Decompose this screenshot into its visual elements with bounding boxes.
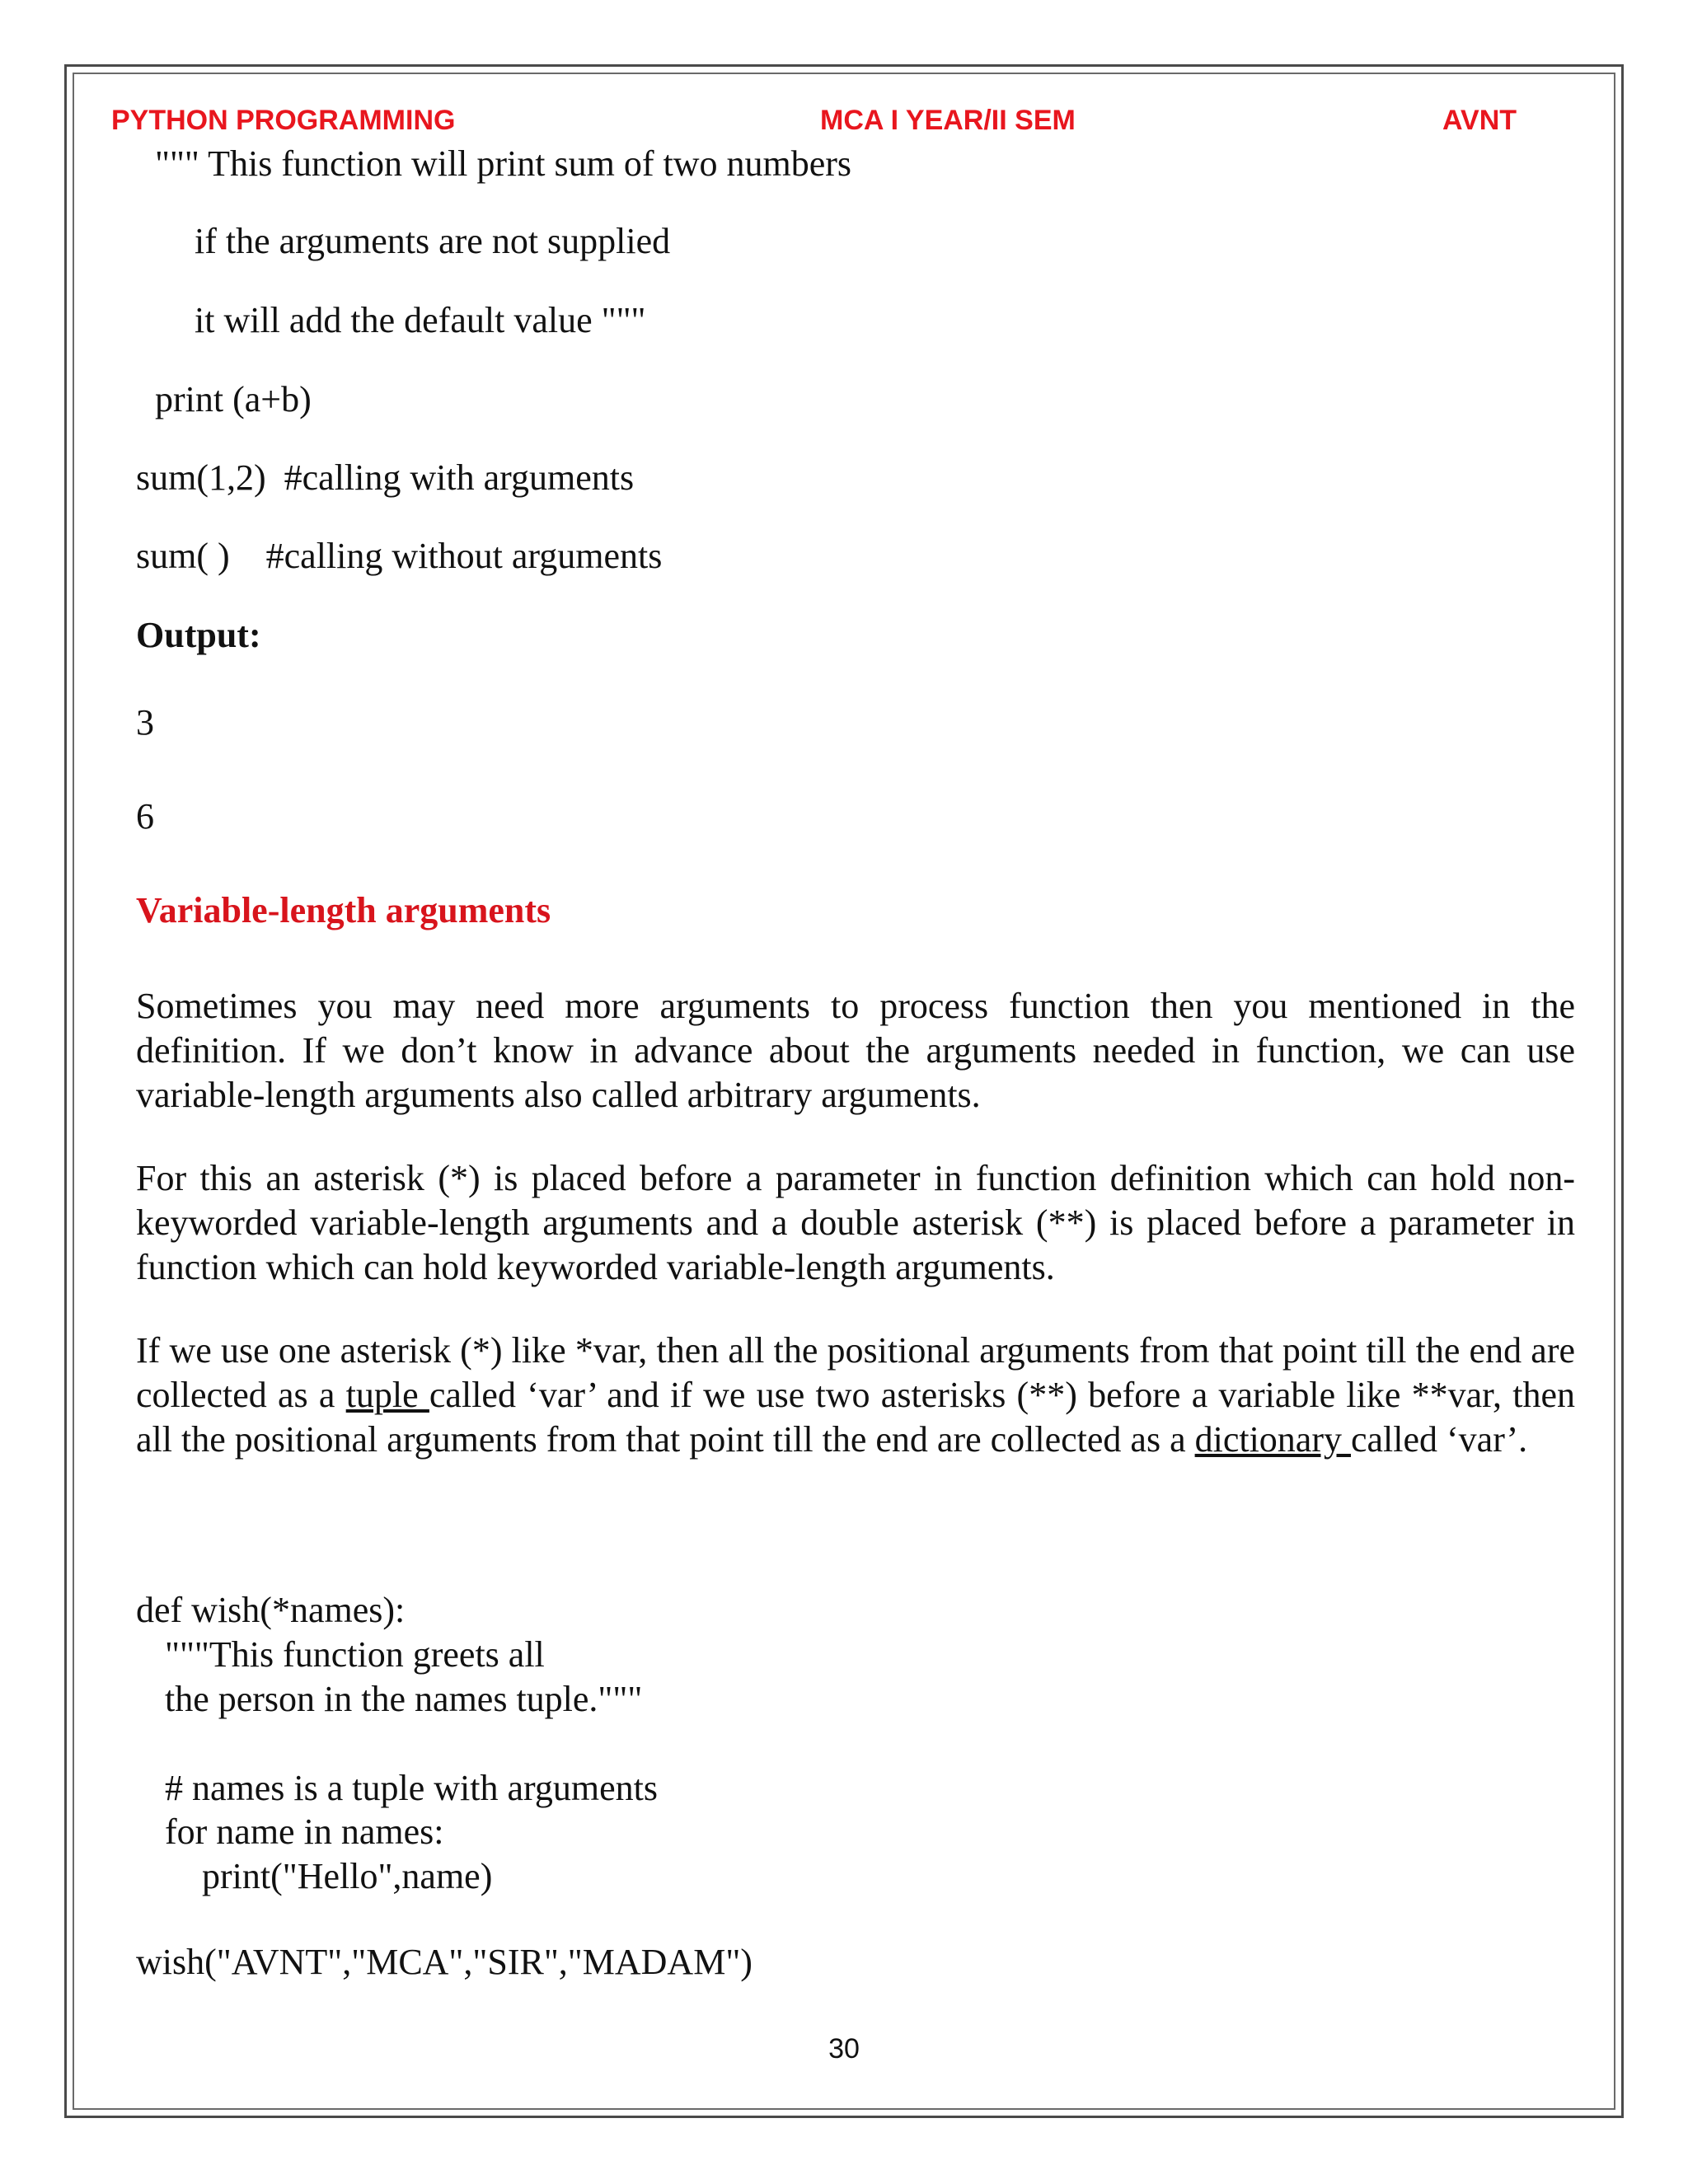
term-tuple: tuple [345,1375,429,1415]
paragraph-asterisk-explanation: For this an asterisk (*) is placed before a parameter in function definition which can hold non-keyworded variable-length arguments and a double asterisk (**) is placed before a parameter in function which can hold keyworded variable-length arguments. [136,1158,1575,1287]
paragraph-text: called ‘var’. [1350,1419,1528,1460]
paragraph-variable-length-intro: Sometimes you may need more arguments to process function then you mentioned in the definition. If we don’t know in advance about the arguments needed in function, we can use variable-length arguments also called arbitrary arguments. [136,986,1575,1115]
header-institution: AVNT [1442,105,1517,136]
code-comment-line: # names is a tuple with arguments [165,1768,658,1808]
term-dictionary: dictionary [1194,1419,1351,1460]
code-docstring-line-1: """This function greets all [165,1634,545,1675]
header-year-semester: MCA I YEAR/II SEM [820,105,1076,136]
code-print-line: print (a+b) [155,379,312,419]
output-value-2: 6 [136,796,154,837]
output-label: Output: [136,615,261,655]
paragraph-text: called ‘var’ and if we use two asterisks (**) before a variable like **var, then all the positional arguments from that point till the end are collected as a [136,1375,1575,1460]
code-for-line: for name in names: [165,1811,444,1852]
code-docstring-line-3: it will add the default value """ [195,300,646,340]
header-course-title: PYTHON PROGRAMMING [111,105,456,136]
code-call-line: wish("AVNT","MCA","SIR","MADAM") [136,1942,753,1982]
code-docstring-line-2: the person in the names tuple.""" [165,1679,643,1719]
code-def-line: def wish(*names): [136,1590,406,1630]
section-heading: Variable-length arguments [136,890,551,930]
paragraph-tuple-dictionary [136,1329,1575,1462]
paragraph-text: If we use one asterisk (*) like *var, then all the positional arguments from that point till the end are collected as a [136,1330,1575,1415]
code-print-line: print("Hello",name) [202,1856,493,1896]
output-value-1: 3 [136,702,154,743]
page-number: 30 [828,2033,860,2064]
code-call-without-args: sum( ) #calling without arguments [136,536,663,576]
code-docstring-line-2: if the arguments are not supplied [195,221,671,261]
code-call-with-args: sum(1,2) #calling with arguments [136,457,635,498]
code-docstring-line-1: """ This function will print sum of two numbers [155,143,852,184]
